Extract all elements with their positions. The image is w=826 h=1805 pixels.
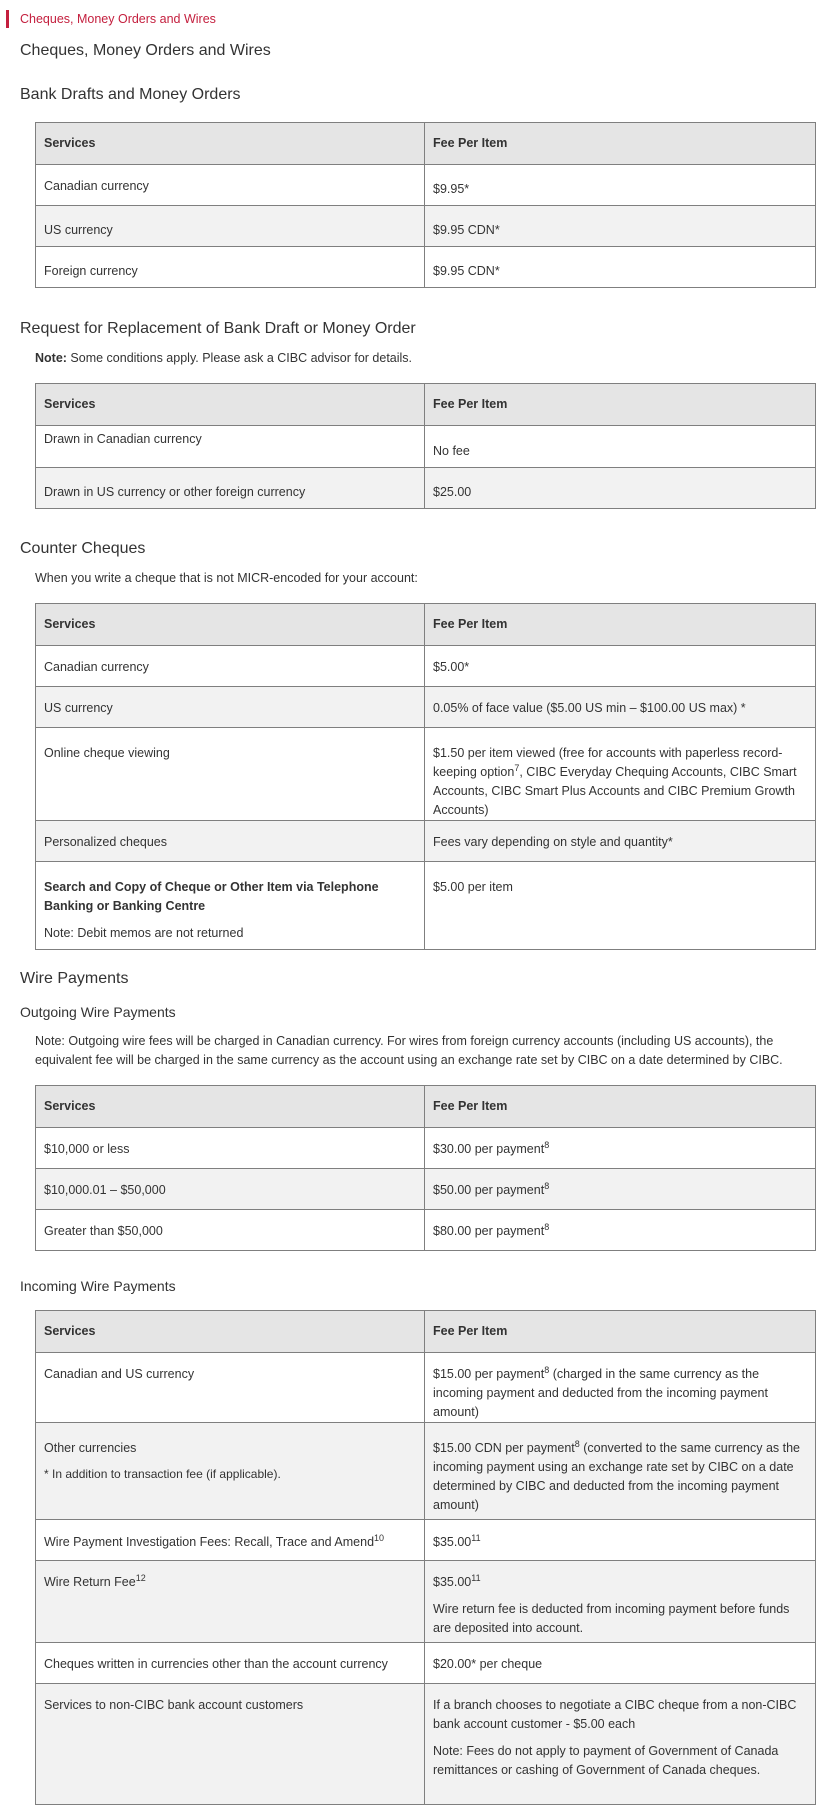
table-row <box>36 821 816 862</box>
service-cell: Online cheque viewing <box>36 728 425 821</box>
column-header-fee: Fee Per Item <box>425 384 816 426</box>
service-text: Wire Return Fee <box>44 1575 136 1589</box>
service-cell <box>36 1520 425 1561</box>
service-cell: $10,000 or less <box>36 1128 425 1169</box>
fee-cell: $9.95 CDN* <box>425 247 816 288</box>
service-cell: Drawn in Canadian currency <box>36 426 425 468</box>
fee-cell: $9.95 CDN* <box>425 206 816 247</box>
table-row <box>36 862 816 950</box>
fee-cell <box>425 1353 816 1423</box>
fee-cell <box>425 1169 816 1210</box>
table-row <box>36 1169 816 1210</box>
breadcrumb[interactable]: Cheques, Money Orders and Wires <box>6 10 216 28</box>
table-row <box>36 1520 816 1561</box>
column-header-services: Services <box>36 123 425 165</box>
fee-text: (converted to the same currency as the incoming payment using an exchange rate set by CIBC on a date determined by CIBC and deducted from the incoming payment amount) <box>433 1441 801 1512</box>
service-cell: Drawn in US currency or other foreign currency <box>36 468 425 509</box>
service-cell: $10,000.01 – $50,000 <box>36 1169 425 1210</box>
service-cell: Canadian currency <box>36 165 425 206</box>
table-header-row <box>36 1086 816 1128</box>
table-row <box>36 687 816 728</box>
fee-cell: $25.00 <box>425 468 816 509</box>
column-header-fee: Fee Per Item <box>425 1311 816 1353</box>
incoming-wire-table <box>35 1310 816 1805</box>
column-header-services: Services <box>36 1086 425 1128</box>
footnote-ref[interactable]: 8 <box>544 1180 550 1191</box>
column-header-fee: Fee Per Item <box>425 123 816 165</box>
service-note: * In addition to transaction fee (if applicable). <box>44 1467 281 1481</box>
subheading-outgoing-wire: Outgoing Wire Payments <box>20 1004 176 1020</box>
table-row <box>36 1561 816 1643</box>
fee-cell <box>425 1684 816 1805</box>
column-header-fee: Fee Per Item <box>425 1086 816 1128</box>
service-text: Wire Payment Investigation Fees: Recall, Trace and Amend <box>44 1535 375 1549</box>
fee-cell <box>425 1561 816 1643</box>
footnote-ref[interactable]: 8 <box>574 1438 580 1449</box>
service-cell: US currency <box>36 687 425 728</box>
table-header-row <box>36 1311 816 1353</box>
section-heading-counter-cheques: Counter Cheques <box>20 540 146 557</box>
service-cell <box>36 1423 425 1520</box>
footnote-ref[interactable]: 8 <box>544 1221 550 1232</box>
footnote-ref[interactable]: 11 <box>471 1572 481 1583</box>
column-header-services: Services <box>36 1311 425 1353</box>
service-cell: Personalized cheques <box>36 821 425 862</box>
fee-cell: Fees vary depending on style and quantity* <box>425 821 816 862</box>
table-header-row <box>36 384 816 426</box>
subheading-incoming-wire: Incoming Wire Payments <box>20 1278 176 1294</box>
service-cell <box>36 862 425 950</box>
counter-cheques-intro: When you write a cheque that is not MICR-encoded for your account: <box>35 571 418 585</box>
page-title: Cheques, Money Orders and Wires <box>20 42 271 59</box>
table-row <box>36 1423 816 1520</box>
fee-text: $1.50 per item viewed (free for accounts with paperless record-keeping option <box>433 746 783 779</box>
table-row <box>36 646 816 687</box>
table-header-row <box>36 604 816 646</box>
section-heading-replacement: Request for Replacement of Bank Draft or Money Order <box>20 320 416 337</box>
fee-cell: $5.00 per item <box>425 862 816 950</box>
column-header-fee: Fee Per Item <box>425 604 816 646</box>
outgoing-wire-table <box>35 1085 816 1251</box>
service-cell: Canadian and US currency <box>36 1353 425 1423</box>
footnote-ref[interactable]: 11 <box>471 1532 481 1543</box>
note-text: Some conditions apply. Please ask a CIBC advisor for details. <box>66 351 413 365</box>
table-row <box>36 206 816 247</box>
fee-text: $35.00 <box>433 1535 472 1549</box>
fee-text: $35.00 <box>433 1575 472 1589</box>
footnote-ref[interactable]: 7 <box>514 762 520 773</box>
fee-cell: 0.05% of face value ($5.00 US min – $100.00 US max) * <box>425 687 816 728</box>
fee-line <box>433 1573 807 1592</box>
table-row <box>36 426 816 468</box>
service-note: Note: Debit memos are not returned <box>44 926 244 940</box>
column-header-services: Services <box>36 384 425 426</box>
fee-cell: $5.00* <box>425 646 816 687</box>
fee-note: Wire return fee is deducted from incoming payment before funds are deposited into account. <box>433 1602 790 1635</box>
table-row <box>36 247 816 288</box>
bank-drafts-table <box>35 122 816 288</box>
table-row <box>36 468 816 509</box>
table-row <box>36 1128 816 1169</box>
service-cell: Foreign currency <box>36 247 425 288</box>
fee-cell <box>425 1520 816 1561</box>
counter-cheques-table <box>35 603 816 950</box>
outgoing-wire-note: Note: Outgoing wire fees will be charged in Canadian currency. For wires from foreign currency accounts (including US accounts), the equivalent fee will be charged in the same currency as the account using an exchange rate set by CIBC on a date determined by CIBC. <box>35 1034 783 1067</box>
note-label: Note: <box>35 351 67 365</box>
fee-text: , CIBC Everyday Chequing Accounts, CIBC Smart Accounts, CIBC Smart Plus Accounts and CIBC Premium Growth Accounts) <box>433 765 797 817</box>
service-cell <box>36 1561 425 1643</box>
service-cell: Canadian currency <box>36 646 425 687</box>
fee-cell: $20.00* per cheque <box>425 1643 816 1684</box>
fee-text: (charged in the same currency as the incoming payment and deducted from the incoming payment amount) <box>433 1367 768 1419</box>
table-row <box>36 1353 816 1423</box>
table-row <box>36 165 816 206</box>
fee-text: $80.00 per payment <box>433 1224 545 1238</box>
fee-text: $15.00 CDN per payment <box>433 1441 575 1455</box>
service-cell: US currency <box>36 206 425 247</box>
table-row <box>36 1684 816 1805</box>
footnote-ref[interactable]: 10 <box>374 1532 385 1543</box>
fee-note: Note: Fees do not apply to payment of Government of Canada remittances or cashing of Government of Canada cheques. <box>433 1744 779 1777</box>
replacement-note <box>35 349 811 368</box>
fee-cell <box>425 1423 816 1520</box>
fee-text: $50.00 per payment <box>433 1183 545 1197</box>
column-header-services: Services <box>36 604 425 646</box>
section-heading-wire-payments: Wire Payments <box>20 970 129 987</box>
section-heading-bank-drafts: Bank Drafts and Money Orders <box>20 86 241 103</box>
table-row <box>36 1210 816 1251</box>
table-row <box>36 1643 816 1684</box>
service-cell: Greater than $50,000 <box>36 1210 425 1251</box>
footnote-ref[interactable]: 12 <box>135 1572 146 1583</box>
fee-cell: $9.95* <box>425 165 816 206</box>
fee-text: If a branch chooses to negotiate a CIBC cheque from a non-CIBC bank account customer - $5.00 each <box>433 1698 797 1731</box>
service-title: Other currencies <box>44 1441 137 1455</box>
table-row <box>36 728 816 821</box>
service-title: Search and Copy of Cheque or Other Item via Telephone Banking or Banking Centre <box>44 880 379 913</box>
fee-text: $15.00 per payment <box>433 1367 545 1381</box>
service-cell: Cheques written in currencies other than the account currency <box>36 1643 425 1684</box>
replacement-table <box>35 383 816 509</box>
fee-cell: No fee <box>425 426 816 468</box>
service-cell: Services to non-CIBC bank account customers <box>36 1684 425 1805</box>
fee-text: $30.00 per payment <box>433 1142 545 1156</box>
fee-cell <box>425 728 816 821</box>
table-header-row <box>36 123 816 165</box>
fee-cell <box>425 1210 816 1251</box>
footnote-ref[interactable]: 8 <box>544 1139 550 1150</box>
footnote-ref[interactable]: 8 <box>544 1364 550 1375</box>
fee-cell <box>425 1128 816 1169</box>
